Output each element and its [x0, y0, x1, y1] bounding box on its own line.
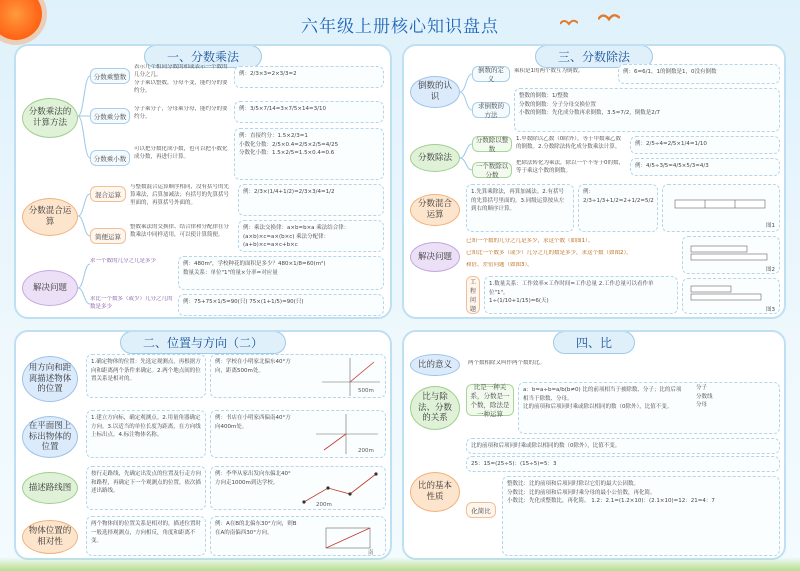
- tag-mixed-operation: 混合运算: [90, 186, 126, 202]
- group-ratio-property: 比的基本性质: [410, 472, 460, 512]
- bar-model-figure: [687, 282, 773, 302]
- tag-simple-operation: 简便运算: [90, 228, 126, 244]
- section-position-direction: [14, 330, 392, 560]
- term-fraction-line: 分数线: [696, 393, 713, 400]
- bar-model-figure: [667, 188, 773, 218]
- group-ratio-meaning: 比的意义: [410, 354, 460, 376]
- section-title: 三、分数除法: [535, 45, 653, 68]
- desc-extra: 分子乘以整数，分母不变，能约分的要约分。: [134, 80, 228, 94]
- fraction-terms: [696, 384, 713, 410]
- desc: 与整数混合运算顺序相同，没有括号的先算乘法，后算加减法；有括号的先算括号里面的，再算括号外面的。: [130, 184, 230, 206]
- section-fraction-division: [402, 44, 786, 319]
- group-mixed-operations: 分数混合运算: [22, 198, 78, 236]
- example-box: 例：2/3÷1/3+1/2=2+1/2=5/2: [578, 184, 658, 232]
- group-multiplication-method: 分数乘法的计算方法: [22, 98, 78, 138]
- group-problem-solving: 解决问题: [22, 270, 78, 306]
- group-division-problems: 解决问题: [410, 242, 460, 272]
- section-fraction-multiplication: [14, 44, 392, 319]
- simplify-fraction: 分数比：比的前项和后项同时乘分母的最小公倍数，再化简。: [507, 489, 656, 496]
- example-box: [484, 276, 678, 314]
- group-reciprocal: 倒数的认识: [410, 76, 460, 108]
- example-box: 例：75+75×1/5=90(只) 75×(1+1/5)=90(只): [178, 294, 384, 316]
- group-mixed-division: 分数混合运算: [410, 194, 460, 226]
- desc: 1.甲数除以乙数（0除外），等于甲数乘乙数的倒数。2.分数除法转化成分数乘法计算。: [516, 136, 621, 150]
- tag-fraction-times-fraction: 分数乘分数: [90, 108, 130, 124]
- desc-box: 1.确定物体的位置：先选定观测点，再根据方向和距离两个条件来确定。2.两个地点间的位置关系是相对的。: [86, 354, 206, 398]
- example-box: 例：乘法交换律：a×b=b×a 乘法结合律：(a×b)×c=a×(b×c) 乘法分配律：(a+b)×c=a×c+b×c: [238, 220, 384, 252]
- example-line: 例：直接约分：1.5×2/3=1: [239, 133, 308, 139]
- tag-simplify-ratio: 化简比: [466, 502, 496, 518]
- term-denominator: 分母: [696, 402, 708, 409]
- problem-type: 已知一个数的几分之几是多少，求这个数（如图1）。: [466, 238, 594, 244]
- example-box: [234, 128, 384, 180]
- relation-note: 比的前项和后项同时乘或除以相同的数（0除外），比值不变。: [523, 404, 673, 411]
- problem-type: 和倍、差倍问题（如图3）。: [466, 262, 533, 268]
- example-box: 25：15=(25÷5)：(15÷5)=5：3: [466, 456, 780, 472]
- tag-ratio-relation: 比是一种关系，分数是一个数，除法是一种运算: [466, 384, 514, 416]
- desc: 两个数相除又叫作两个数的比。: [468, 360, 546, 366]
- figure-label: 图3: [766, 306, 775, 313]
- example-line: 例：480m²，学校种花的面积是多少？480×1/8=60(m²): [183, 261, 326, 267]
- section-ratio: [402, 330, 786, 560]
- example-formula: 1÷(1/10+1/15)=6(天): [489, 298, 549, 305]
- tag-reciprocal-definition: 倒数的定义: [472, 66, 510, 82]
- page-title: 六年级上册核心知识盘点: [301, 17, 499, 37]
- simplify-box: [502, 476, 780, 556]
- example-box: 例：6=6/1，1的倒数是1，0没有倒数: [618, 64, 780, 84]
- tag-more-or-less: 求比一个数多（或少）几分之几的数是多少: [90, 296, 173, 310]
- example-box: 例：4/5÷3/5=4/5×5/3=4/3: [630, 158, 780, 176]
- tag-number-div-fraction: 一个数除以分数: [472, 162, 512, 178]
- example-note: 例：李华从家出发向东偏北40°方向走1000m到达学校。: [215, 471, 291, 486]
- example-note: 例：书店在小明家西偏南40°方向400m处。: [215, 415, 291, 430]
- route-diagram: [298, 468, 384, 508]
- property-box: 比的前项和后项同时乘或除以相同的数（0除外），比值不变。: [466, 438, 780, 454]
- desc: 表示几个相同分数的和或表示一个数的几分之几。: [134, 64, 228, 78]
- figure-box: [682, 278, 780, 314]
- relation-desc: a：b=a÷b=a/b(b≠0) 比的前项相当于被除数、分子；比的后项相当于除数、分母。: [523, 387, 682, 402]
- group-relative-position: 物体位置的相对性: [22, 520, 78, 554]
- tag-fraction-times-integer: 分数乘整数: [90, 68, 130, 84]
- example-box: 例：2/5÷4=2/5×1/4=1/10: [630, 136, 780, 154]
- desc: 可以把分数化成小数，也可以把小数化成分数，再进行计算。: [134, 146, 228, 160]
- grass-decoration: [0, 557, 800, 571]
- desc-box: 按行走路线，先确定出发点的位置及行走方向和路程，再确定下一个观测点的位置，依次描述出路线。: [86, 466, 206, 510]
- distance-label: 500m: [358, 388, 374, 394]
- example-line: 1.数量关系：工作效率×工作时间=工作总量 2.工作总量可以看作单位"1"。: [489, 281, 654, 296]
- simplify-decimal: 小数比：先化成整数比，再化简。 1.2：2.1=(1.2×10)：(2.1×10)=12：21=4：7: [507, 498, 715, 505]
- tag-part-of-number: 求一个数的几分之几是多少: [90, 258, 157, 264]
- distance-label: 200m: [358, 448, 374, 454]
- tag-engineering-problem: 工程问题: [466, 276, 480, 314]
- direction-label: 南: [368, 550, 374, 556]
- desc: 把除法转化为乘法，除以一个不等于0的数，等于乘这个数的倒数。: [516, 160, 625, 174]
- tag-fraction-div-integer: 分数除以整数: [472, 136, 512, 152]
- desc-box: 两个物体间的位置关系是相对的，描述位置时一般选择观测点，方向相反，角度和距离不变。: [86, 516, 206, 556]
- distance-label: 200m: [316, 502, 332, 508]
- section-title: 四、比: [553, 331, 635, 354]
- figure-label: 图2: [766, 266, 775, 273]
- example-line: 分数化小数：1.5×2/5=1.5×0.4=0.6: [239, 150, 335, 157]
- group-plane-map: 在平面图上标出物体的位置: [22, 416, 78, 458]
- tag-fraction-times-decimal: 分数乘小数: [90, 150, 130, 166]
- section-title: 二、位置与方向（二）: [120, 331, 286, 354]
- example-box: [178, 256, 384, 290]
- rules-box: 1.先算乘除法，再算加减法。2.有括号的先算括号里面的。3.同级运算按从左到右的顺序计算。: [466, 184, 574, 232]
- figure-box: [662, 184, 780, 232]
- desc: 乘积是1的两个数互为倒数。: [514, 68, 584, 74]
- example-line: 小数化分数：2/5×0.4=2/5×2/5=4/25: [239, 141, 339, 148]
- example-box: 例：3/5×7/14=3×7/5×14=3/10: [234, 101, 384, 123]
- example-note: 数量关系：单位"1"的量×分率=对应量: [183, 269, 278, 276]
- method-line: 整数的倒数：1/整数: [519, 93, 569, 99]
- example-box: 例：2/3×3=2×3/3=2: [234, 66, 384, 88]
- term-numerator: 分子: [696, 385, 708, 391]
- example-box: 例：2/3×(1/4+1/2)=2/3×3/4=1/2: [238, 184, 384, 216]
- group-ratio-division-fraction: 比与除法、分数的关系: [410, 386, 460, 430]
- group-direction-distance: 用方向和距离描述物体的位置: [22, 356, 78, 402]
- group-fraction-division: 分数除法: [410, 144, 460, 172]
- desc-box: 1.建立方向标，确定观测点。2.用量角器确定方向。3.以适当的单位长度为距离，在方向线上标出点。4.标注物体名称。: [86, 410, 206, 458]
- section-title: 一、分数乘法: [144, 45, 262, 68]
- figure-box: [682, 236, 780, 274]
- bar-model-figure: [687, 240, 773, 262]
- desc: 分子乘分子，分母乘分母，能约分的要约分。: [134, 106, 228, 120]
- group-route-map: 描述路线图: [22, 472, 78, 504]
- desc: 整数乘法的交换律、结合律和分配律在分数乘法中同样适用，可以使计算简便。: [130, 224, 230, 238]
- example-note: 例：学校在小明家北偏东40°方向，距离500m处。: [215, 359, 291, 374]
- tag-find-reciprocal: 求倒数的方法: [472, 102, 510, 118]
- simplify-integer: 整数比：比的前项和后项同时除以它们的最大公因数。: [507, 481, 640, 487]
- figure-label: 图1: [766, 222, 775, 229]
- method-line: 分数的倒数：分子分母交换位置: [519, 101, 597, 108]
- example-note: 例：A在B的北偏东30°方向，则B在A的南偏西30°方向。: [215, 521, 297, 536]
- method-box: [514, 88, 780, 132]
- problem-type: 已知比一个数多（或少）几分之几的数是多少，求这个数（如图2）。: [466, 250, 632, 256]
- relation-box: [518, 382, 780, 434]
- method-line: 小数的倒数：先化成分数再求倒数，3.5=7/2，倒数是2/7: [519, 110, 661, 117]
